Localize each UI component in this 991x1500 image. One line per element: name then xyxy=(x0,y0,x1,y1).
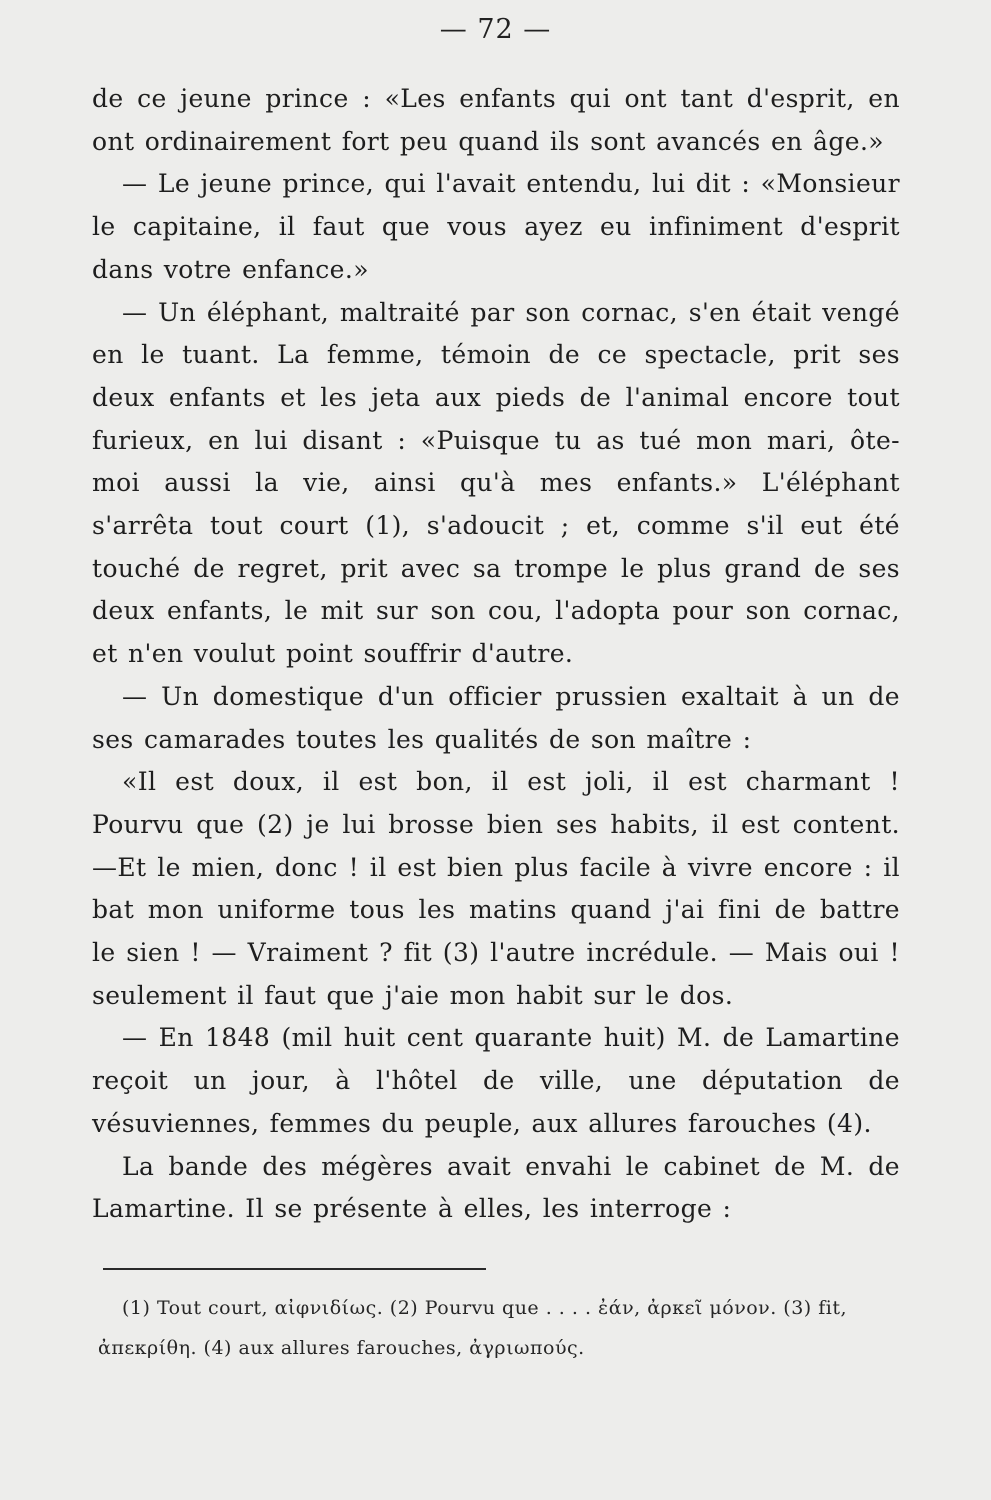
paragraph-elephant: — Un éléphant, maltraité par son cornac, s'en était vengé en le tuant. La femme, témoin de ce spectacle, prit ses deux enfants et les jeta aux pieds de l'animal encore tout furieux, en lui disant : «Puisque tu as tué mon mari, ôte-moi aussi la vie, ainsi qu'à mes enfants.» L'éléphant s'arrêta tout court (1), s'adoucit ; et, comme s'il eut été touché de regret, prit avec sa trompe le plus grand de ses deux enfants, le mit sur son cou, l'adopta pour son cornac, et n'en voulut point souffrir d'autre. xyxy=(92,297,900,669)
paragraph-prussian-servant: — Un domestique d'un officier prussien exaltait à un de ses camarades toutes les qualités de son maître : xyxy=(92,681,900,754)
paragraph-lamartine: — En 1848 (mil huit cent quarante huit) M. de Lamartine reçoit un jour, à l'hôtel de ville, une députation de vésuviennes, femmes du peuple, aux allures farouches (4). xyxy=(92,1023,900,1138)
body-text xyxy=(92,78,900,1231)
paragraph-servant-dialogue: «Il est doux, il est bon, il est joli, il est charmant ! Pourvu que (2) je lui brosse bien ses habits, il est content. —Et le mien, donc ! il est bien plus facile à vivre encore : il bat mon uniforme tous les matins quand j'ai fini de battre le sien ! — Vraiment ? fit (3) l'autre incrédule. — Mais oui ! seulement il faut que j'aie mon habit sur le dos. xyxy=(92,767,900,1010)
footnote-divider xyxy=(103,1268,486,1270)
paragraph-megeres: La bande des mégères avait envahi le cabinet de M. de Lamartine. Il se présente à elles, les interroge : xyxy=(92,1151,900,1224)
page-number: — 72 — xyxy=(439,14,552,45)
paragraph-prince-quote: de ce jeune prince : «Les enfants qui ont tant d'esprit, en ont ordinairement fort peu quand ils sont avancés en âge.» xyxy=(92,84,900,156)
footnotes xyxy=(98,1288,906,1368)
paragraph-prince-reply: — Le jeune prince, qui l'avait entendu, lui dit : «Monsieur le capitaine, il faut que vous ayez eu infiniment d'esprit dans votre enfance.» xyxy=(92,169,900,284)
footnote-text: (1) Tout court, αἰφνιδίως. (2) Pourvu que . . . . ἐάν, ἀρκεῖ μόνον. (3) fit, ἀπεκρίθη. (4) aux allures farouches, ἀγριωπούς. xyxy=(98,1297,848,1359)
